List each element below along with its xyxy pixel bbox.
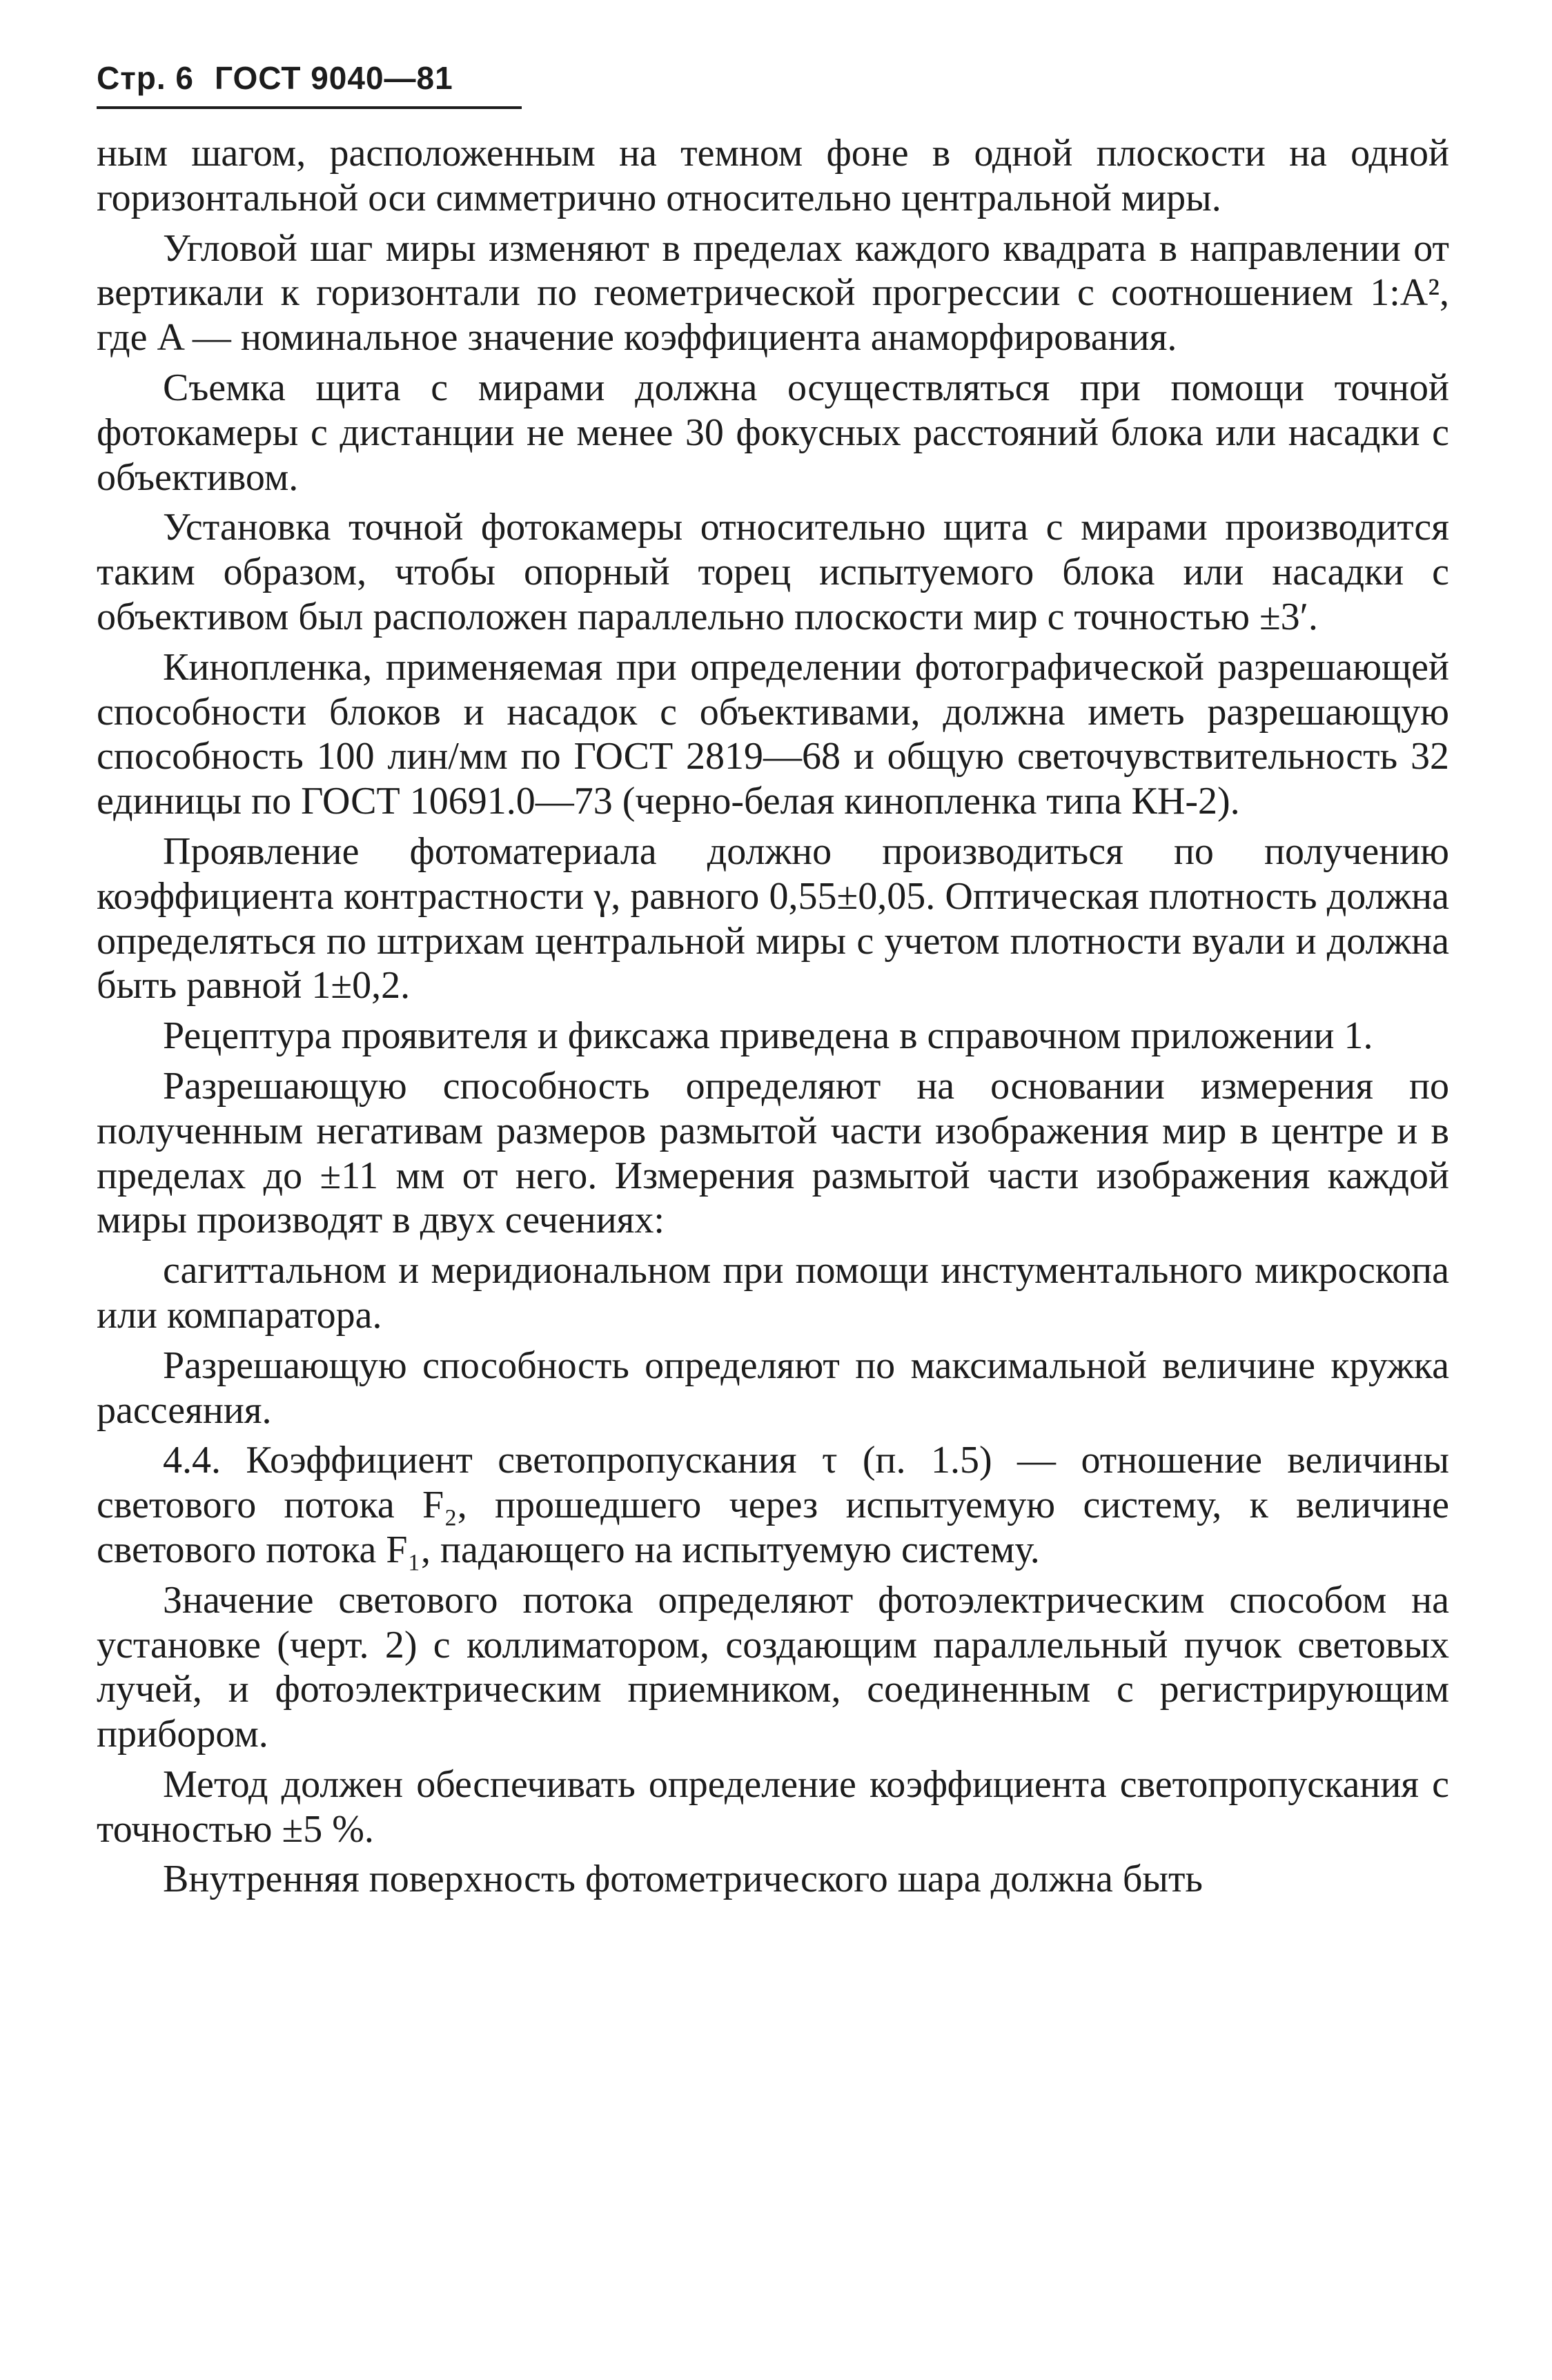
paragraph: Угловой шаг миры изменяют в пределах каждого квадрата в направлении от вертикали к горизонтали по геометрической прогрессии с соотношением 1:A², где A — номинальное значение коэффициента анаморфирования. (97, 226, 1449, 360)
paragraph: Разрешающую способность определяют на основании измерения по полученным негативам размеров размытой части изображения мир в центре и в пределах до ±11 мм от него. Измерения размытой части изображения каждой миры производят в двух сечениях: (97, 1064, 1449, 1242)
standard-number: ГОСТ 9040—81 (215, 60, 453, 96)
document-page (97, 62, 1449, 1902)
running-header (97, 62, 1449, 94)
paragraph: Метод должен обеспечивать определение коэффициента светопропускания с точностью ±5 %. (97, 1762, 1449, 1851)
paragraph: сагиттальном и меридиональном при помощи инстументального микроскопа или компаратора. (97, 1249, 1449, 1337)
paragraph: Проявление фотоматериала должно производиться по получению коэффициента контрастности γ, равного 0,55±0,05. Оптическая плотность должна определяться по штрихам центральной миры с учетом плотности вуали и должна быть равной 1±0,2. (97, 829, 1449, 1007)
header-rule (97, 106, 522, 109)
body-text (97, 131, 1449, 1902)
paragraph: Рецептура проявителя и фиксажа приведена в справочном приложении 1. (163, 1014, 1373, 1058)
paragraph: Кинопленка, применяемая при определении фотографической разрешающей способности блоков и насадок с объективами, должна иметь разрешающую способность 100 лин/мм по ГОСТ 2819—68 и общую светочувствительность 32 единицы по ГОСТ 10691.0—73 (черно-белая кинопленка типа КН-2). (97, 645, 1449, 823)
paragraph: Внутренняя поверхность фотометрического шара должна быть (163, 1858, 1203, 1901)
paragraph: Значение светового потока определяют фотоэлектрическим способом на установке (черт. 2) с коллиматором, создающим параллельный пучок световых лучей, и фотоэлектрическим приемником, соединенным с регистрирующим прибором. (97, 1578, 1449, 1756)
paragraph: Разрешающую способность определяют по максимальной величине кружка рассеяния. (97, 1344, 1449, 1432)
paragraph: ным шагом, расположенным на темном фоне в одной плоскости на одной горизонтальной оси симметрично относительно центральной миры. (97, 132, 1449, 219)
section-4-4-paragraph: 4.4. Коэффициент светопропускания τ (п. 1.5) — отношение величины светового потока F₂, прошедшего через испытуемую систему, к величине светового потока F₁, падающего на испытуемую систему. (97, 1439, 1449, 1571)
paragraph: Установка точной фотокамеры относительно щита с мирами производится таким образом, чтобы опорный торец испытуемого блока или насадки с объективом был расположен параллельно плоскости мир с точностью ±3′. (97, 506, 1449, 638)
page-number: Стр. 6 (97, 60, 194, 96)
paragraph: Съемка щита с мирами должна осуществляться при помощи точной фотокамеры с дистанции не менее 30 фокусных расстояний блока или насадки с объективом. (97, 366, 1449, 499)
